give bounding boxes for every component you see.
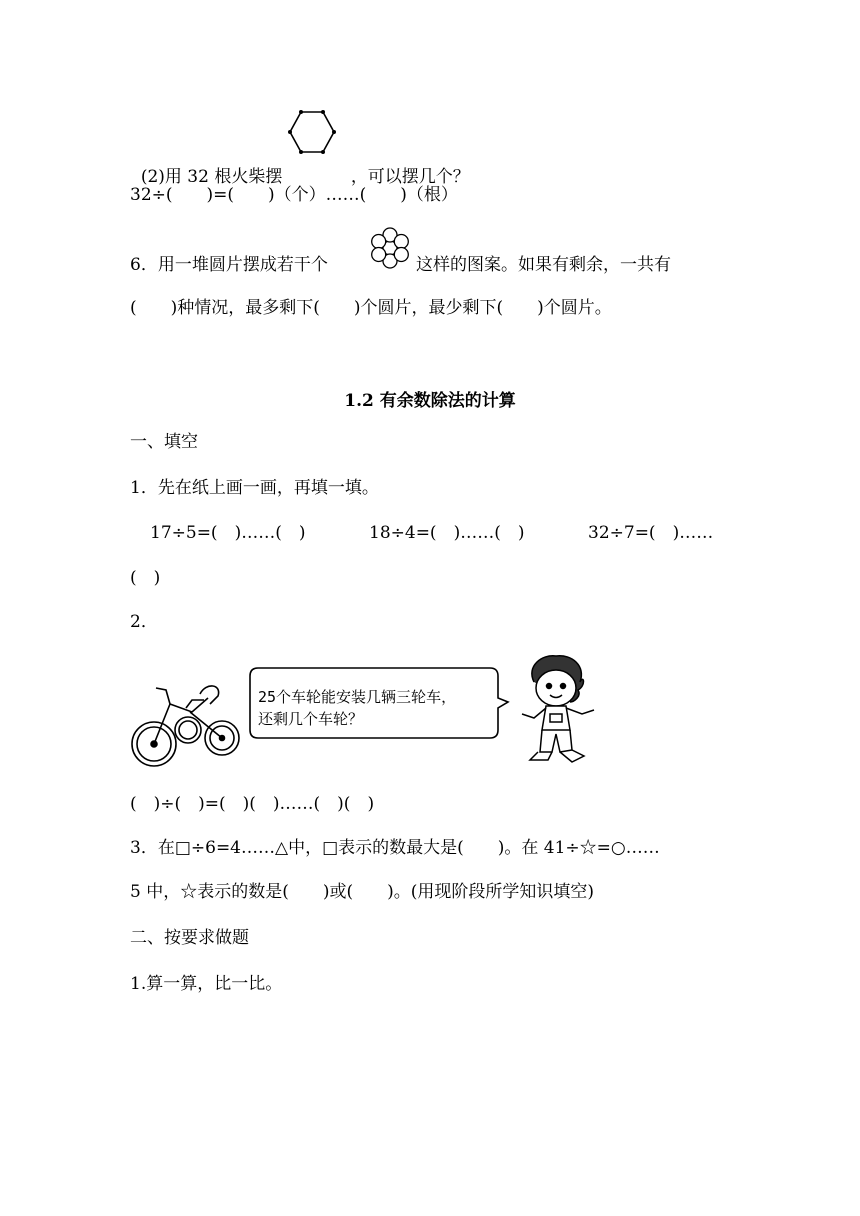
part1-question-2-number: 2．	[130, 612, 158, 632]
equation-32-div-7: 32÷7=( )……	[588, 523, 714, 543]
part2-heading: 二、按要求做题	[130, 928, 249, 948]
question-5-2	[130, 141, 282, 189]
question-6-line1-suffix: 这样的图案。如果有剩余，一共有	[416, 255, 671, 275]
tricycle-icon	[130, 682, 246, 772]
flower-circles-icon	[368, 226, 412, 270]
bubble-line-2: 还剩几个车轮？	[258, 710, 364, 728]
question-prefix: (2)用 32 根火柴摆	[140, 167, 283, 187]
part1-question-2-formula: ( )÷( )=( )( )……( )( )	[130, 794, 375, 814]
question-6-line1-prefix: 6．用一堆圆片摆成若干个	[130, 255, 328, 275]
part1-question-3-line2: 5 中，☆表示的数是( )或( )。(用现阶段所学知识填空)	[130, 882, 595, 902]
equation-18-div-4: 18÷4=( )……( )	[369, 523, 525, 543]
part2-question-1: 1.算一算，比一比。	[130, 974, 283, 994]
part1-heading: 一、填空	[130, 432, 198, 452]
question-5-2-formula: 32÷( )=( )（个）……( )（根）	[130, 185, 458, 205]
bubble-line-1: 25个车轮能安装几辆三轮车，	[258, 688, 457, 706]
hexagon-matchstick-icon	[286, 108, 338, 156]
equation-32-div-7-cont: ( )	[130, 568, 161, 588]
question-5-2-suffix: ，可以摆几个？	[350, 167, 470, 187]
boy-cartoon-icon	[512, 652, 602, 772]
part1-question-1: 1．先在纸上画一画，再填一填。	[130, 478, 379, 498]
question-6-line2: ( )种情况，最多剩下( )个圆片，最少剩下( )个圆片。	[130, 298, 612, 318]
part1-question-3-line1: 3．在□÷6=4……△中，□表示的数最大是( )。在 41÷☆=○……	[130, 838, 660, 858]
section-title: 1.2 有余数除法的计算	[344, 391, 516, 411]
equation-17-div-5: 17÷5=( )……( )	[150, 523, 306, 543]
